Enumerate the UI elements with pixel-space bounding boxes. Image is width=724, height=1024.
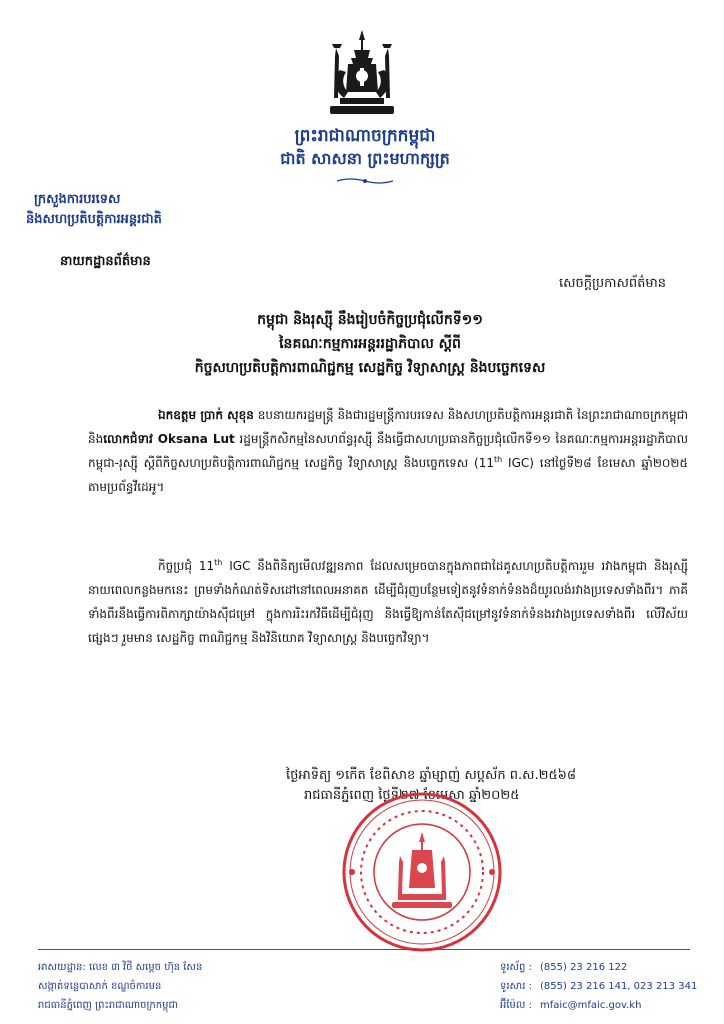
contact-email: [500, 996, 697, 1015]
ornament-divider-icon: [335, 177, 395, 185]
release-title: [60, 308, 680, 380]
paragraph-1-text-c: IGC) នៅថ្ងៃទី២៨ ខែមេសា ឆ្នាំ២០២៥ តាមប្រព័ន្ធវីដេអូ។: [88, 456, 688, 494]
paragraph-2-text-a: កិច្ចប្រជុំ 11: [158, 559, 215, 573]
ministry-line-2: និងសហប្រតិបត្តិការអន្តរជាតិ: [26, 212, 162, 227]
document-type: សេចក្តីប្រកាសព័ត៌មាន: [558, 276, 666, 291]
address-line-2: សង្កាត់ទន្លេបាសាក់ ខណ្ឌចំការមន: [38, 981, 162, 992]
kingdom-name: ព្រះរាជាណាចក្រកម្ពុជា: [294, 126, 436, 146]
title-line-3: កិច្ចសហប្រតិបត្តិការពាណិជ្ជកម្ម សេដ្ឋកិច្ច វិទ្យាសាស្ត្រ និងបច្ចេកទេស: [194, 360, 546, 376]
email-label: អ៊ីម៉ែល :: [500, 1000, 532, 1011]
paragraph-1: [88, 403, 688, 499]
phone-value: (855) 23 216 122: [540, 962, 628, 973]
footer-contacts: [500, 958, 697, 1015]
fax-label: ទូរសារ :: [500, 981, 532, 992]
paragraph-1-text-a: ឧបនាយករដ្ឋមន្ត្រី និងជារដ្ឋមន្ត្រីការបរទេស និងសហប្រតិបត្តិការអន្តរជាតិ នៃព្រះរាជាណាចក្រកម្ពុជា និង: [88, 408, 688, 446]
fax-value: (855) 23 216 141, 023 213 341: [540, 981, 698, 992]
contact-phone: [500, 958, 697, 977]
title-line-2: នៃគណៈកម្មការអន្តររដ្ឋាភិបាល ស្តីពី: [279, 336, 461, 352]
paragraph-2: [88, 554, 688, 650]
address-line-1: អាសយដ្ឋាន: លេខ ៣ វិថី សម្តេច ហ៊ុន សែន: [38, 962, 203, 973]
department-name: នាយកដ្ឋានព័ត៌មាន: [60, 254, 151, 269]
paragraph-1-text-b: រដ្ឋមន្ត្រីកសិកម្មនៃសហព័ន្ធរុស្ស៊ី នឹងធ្វើជាសហប្រធានកិច្ចប្រជុំលើកទី១១ នៃគណៈកម្មការអន្តររដ្ឋាភិបាលកម្ពុជា-រុស្ស៊ី ស្តីពីកិច្ចសហប្រតិបត្តិការពាណិជ្ជកម្ម សេដ្ឋកិច្ច វិទ្យាសាស្ត្រ និងបច្ចេកទេស (11: [88, 432, 688, 470]
address-line-3: រាជធានីភ្នំពេញ ព្រះរាជាណាចក្រកម្ពុជា: [38, 1000, 178, 1011]
lunar-date: ថ្ងៃអាទិត្យ ១កើត ខែពិសាខ ឆ្នាំម្សាញ់ សប្តស័ក ព.ស.២៥៦៨: [286, 768, 577, 783]
paragraph-1-lead: ឯកឧត្តម ប្រាក់ សុខុន: [158, 408, 254, 422]
ministry-line-1: ក្រសួងការបរទេស: [34, 192, 121, 207]
kingdom-motto: ជាតិ សាសនា ព្រះមហាក្សត្រ: [280, 149, 450, 168]
footer-address: [38, 958, 202, 1015]
kingdom-heading: [250, 124, 480, 189]
ministry-name: [26, 190, 326, 230]
paragraph-1-name: លោកជំទាវ Oksana Lut: [103, 432, 235, 446]
title-line-1: កម្ពុជា និងរុស្ស៊ី នឹងរៀបចំកិច្ចប្រជុំលើកទី១១: [257, 312, 483, 328]
official-seal-icon: [340, 790, 504, 954]
footer-divider: [38, 949, 690, 950]
paragraph-2-text-b: IGC នឹងពិនិត្យមើលវឌ្ឍនភាព ដែលសម្រេចបានក្នុងភាពជាដៃគូសហប្រតិបត្តិការរួម រវាងកម្ពុជា និងរុស្ស៊ី នាយពេលកន្លងមកនេះ ព្រមទាំងកំណត់ទិសដៅនៅពេលអនាគត ដើម្បីជំរុញបន្ថែមទៀតនូវទំនាក់ទំនងដ៏យូរលង់រវាងប្រទេសទាំងពីរ។ ភាគីទាំងពីរនឹងធ្វើការពិភាក្សាយ៉ាងស៊ីជម្រៅ ក្នុងការរិះរកវិធីដើម្បីជំរុញ និងធ្វើឱ្យកាន់តែស៊ីជម្រៅនូវទំនាក់ទំនងរវាងប្រទេសទាំងពីរ លើវិស័យផ្សេងៗ រួមមាន សេដ្ឋកិច្ច ពាណិជ្ជកម្ម និងវិនិយោគ វិទ្យាសាស្ត្រ និងបច្ចេកវិទ្យា។: [88, 559, 688, 645]
contact-fax: [500, 977, 697, 996]
paragraph-2-sup: th: [214, 558, 223, 567]
paragraph-1-sup: th: [493, 455, 503, 464]
phone-label: ទូរស័ព្ទ :: [500, 962, 532, 973]
email-value[interactable]: mfaic@mfaic.gov.kh: [540, 1000, 642, 1011]
royal-emblem-icon: [322, 28, 402, 120]
solar-date: រាជធានីភ្នំពេញ ថ្ងៃទី២៧ ខែមេសា ឆ្នាំ២០២៥: [304, 788, 520, 803]
